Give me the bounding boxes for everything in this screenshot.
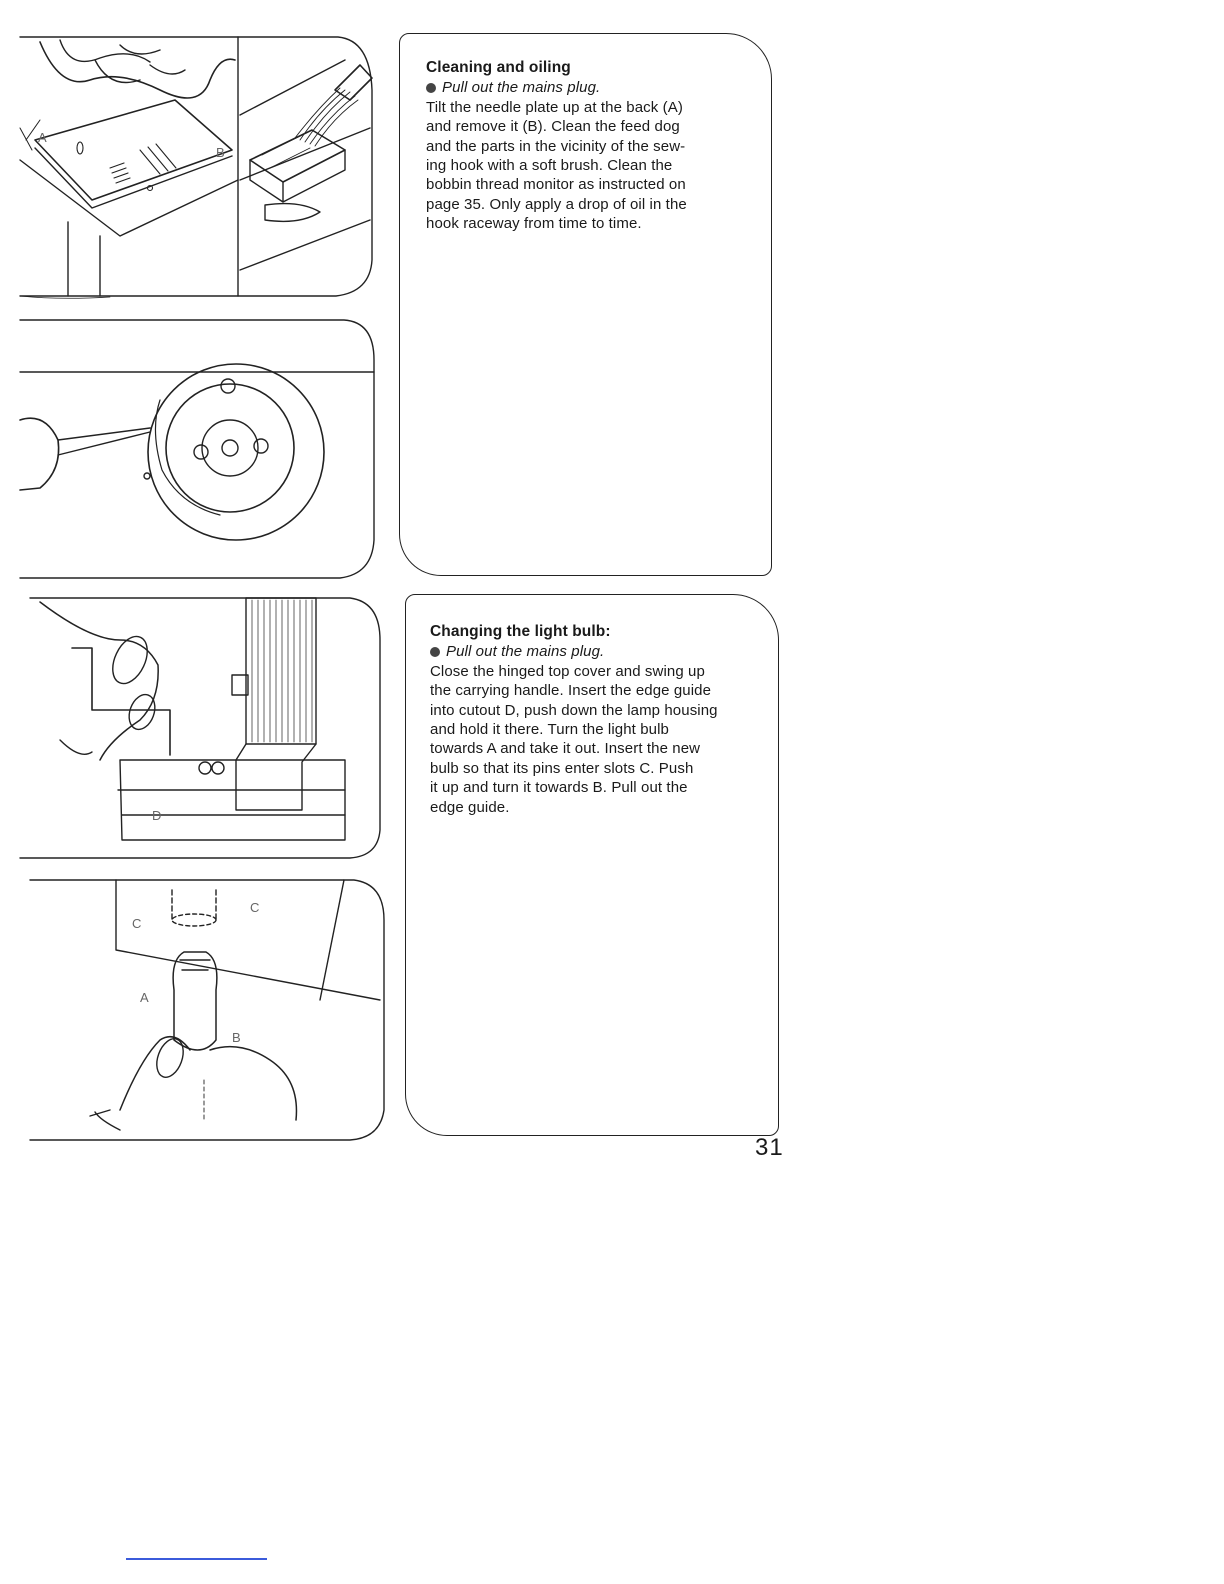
light-bulb-line: the carrying handle. Insert the edge guide: [430, 682, 712, 700]
page-number: 31: [755, 1134, 784, 1161]
light-bulb-line: bulb so that its pins enter slots C. Push: [430, 759, 694, 777]
footer-rule: [126, 1558, 267, 1560]
light-bulb-bullet: [430, 642, 770, 661]
light-bulb-line: edge guide.: [430, 798, 510, 816]
light-bulb-bullet-text: Pull out the mains plug.: [446, 643, 605, 661]
bullet-dot-icon: [426, 83, 436, 93]
cleaning-line: ing hook with a soft brush. Clean the: [426, 157, 673, 175]
cleaning-line: and remove it (B). Clean the feed dog: [426, 118, 680, 136]
cleaning-bullet: [426, 78, 766, 97]
light-bulb-line: towards A and take it out. Insert the new: [430, 740, 701, 758]
label-a: A: [38, 130, 47, 145]
lamp-housing-illustration: [20, 598, 380, 858]
light-bulb-line: into cutout D, push down the lamp housing: [430, 701, 718, 719]
cleaning-line: bobbin thread monitor as instructed on: [426, 176, 686, 194]
cleaning-heading: Cleaning and oiling: [426, 59, 571, 76]
cleaning-section: [426, 58, 766, 234]
feed-dog-brush-illustration: [240, 60, 372, 270]
label-d: D: [152, 808, 162, 823]
label-b: B: [216, 145, 225, 160]
cleaning-line: Tilt the needle plate up at the back (A): [426, 98, 683, 116]
cleaning-line: hook raceway from time to time.: [426, 215, 642, 233]
light-bulb-line: and hold it there. Turn the light bulb: [430, 721, 669, 739]
bullet-dot-icon: [430, 647, 440, 657]
light-bulb-line: it up and turn it towards B. Pull out the: [430, 779, 688, 797]
cleaning-line: page 35. Only apply a drop of oil in the: [426, 195, 687, 213]
needle-plate-illustration: [20, 37, 372, 298]
label-b-bulb: B: [232, 1030, 241, 1045]
light-bulb-line: Close the hinged top cover and swing up: [430, 662, 705, 680]
cleaning-line: and the parts in the vicinity of the sew-: [426, 137, 686, 155]
label-c-left: C: [132, 916, 142, 931]
light-bulb-heading: Changing the light bulb:: [430, 623, 611, 640]
cleaning-bullet-text: Pull out the mains plug.: [442, 79, 601, 97]
light-bulb-section: [430, 622, 770, 817]
label-c-right: C: [250, 900, 260, 915]
label-a-bulb: A: [140, 990, 149, 1005]
hook-oiling-illustration: [20, 320, 374, 578]
light-bulb-illustration: [30, 880, 384, 1140]
